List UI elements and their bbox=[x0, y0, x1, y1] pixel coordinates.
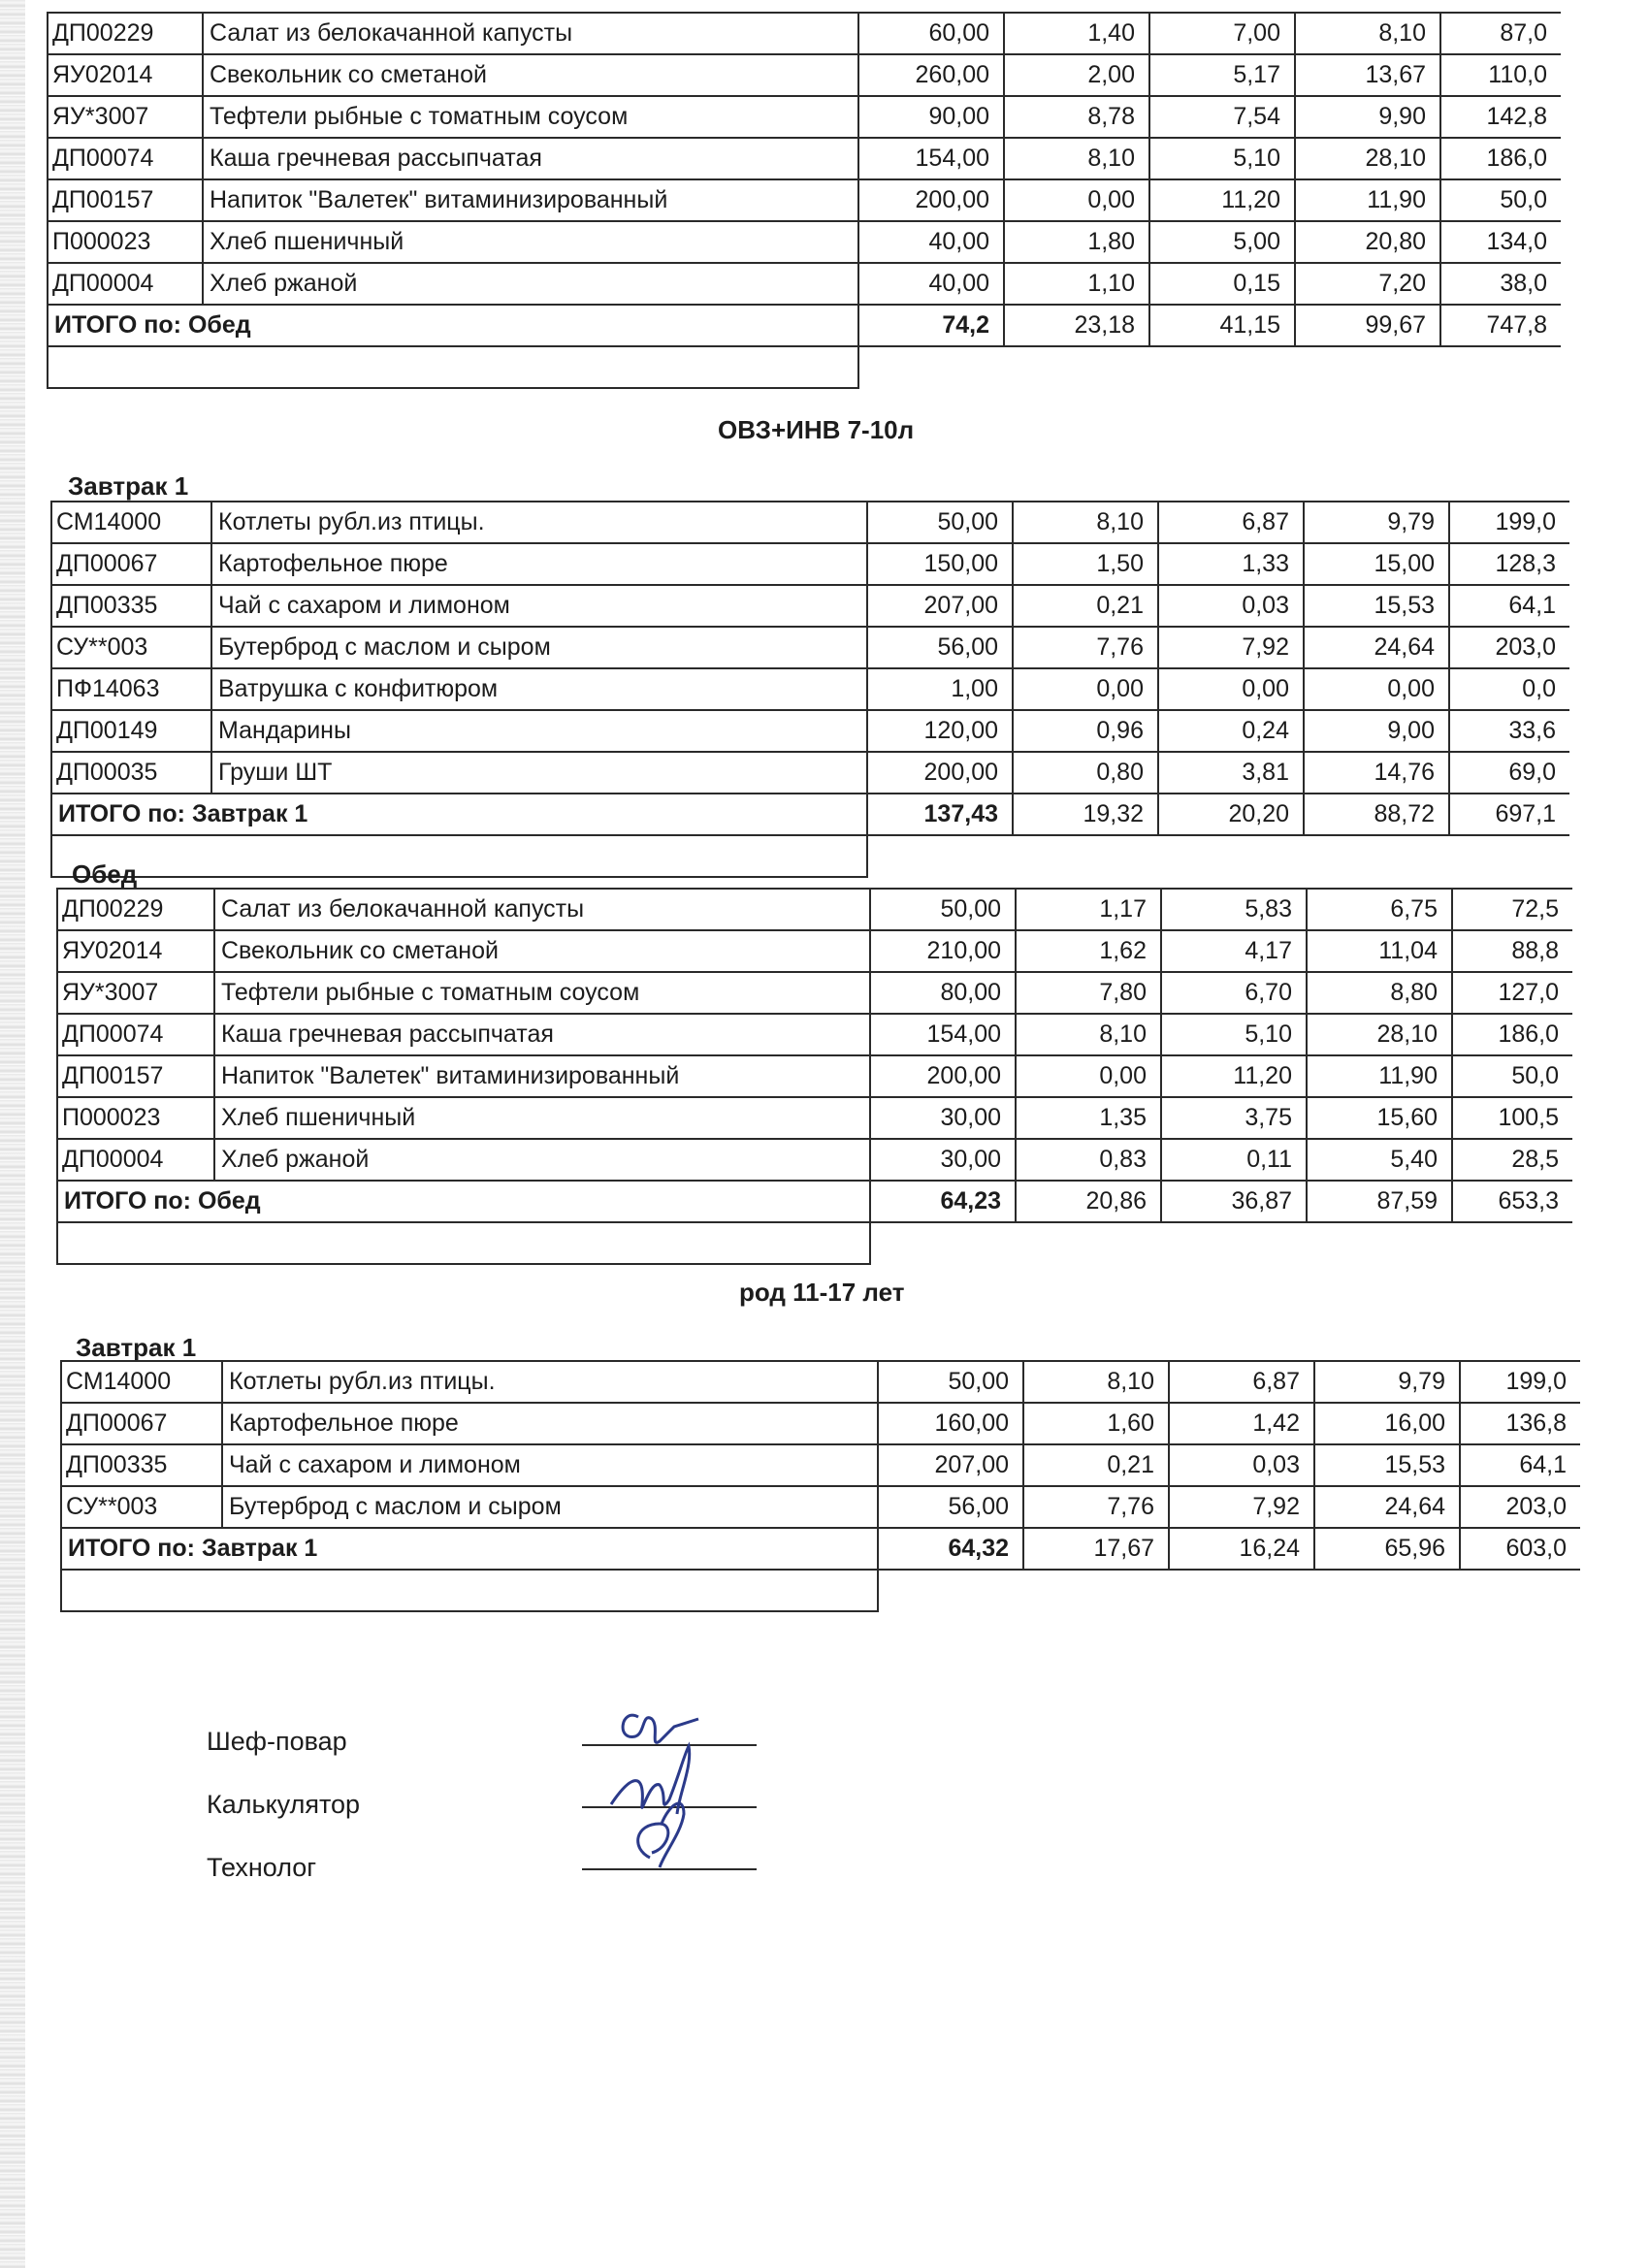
proteins: 8,78 bbox=[1004, 96, 1149, 138]
portion-weight: 200,00 bbox=[870, 1055, 1016, 1097]
table-row bbox=[51, 752, 1569, 794]
proteins: 0,96 bbox=[1013, 710, 1158, 752]
proteins: 0,80 bbox=[1013, 752, 1158, 794]
rod-breakfast-block bbox=[60, 1360, 1580, 1612]
fats: 5,10 bbox=[1161, 1014, 1307, 1055]
total-fats: 16,24 bbox=[1169, 1528, 1314, 1570]
table-row bbox=[51, 502, 1569, 543]
blank-row bbox=[48, 346, 1561, 388]
carbohydrates: 15,00 bbox=[1304, 543, 1449, 585]
table-row bbox=[51, 668, 1569, 710]
fats: 11,20 bbox=[1161, 1055, 1307, 1097]
fats: 0,24 bbox=[1158, 710, 1304, 752]
portion-weight: 207,00 bbox=[867, 585, 1013, 627]
total-fats: 36,87 bbox=[1161, 1181, 1307, 1222]
table-row bbox=[48, 138, 1561, 179]
energy-value: 186,0 bbox=[1440, 138, 1561, 179]
fats: 1,42 bbox=[1169, 1403, 1314, 1444]
blank-cell bbox=[858, 346, 1561, 388]
portion-weight: 150,00 bbox=[867, 543, 1013, 585]
dish-name: Каша гречневая рассыпчатая bbox=[214, 1014, 870, 1055]
total-energy: 697,1 bbox=[1449, 794, 1569, 835]
fats: 7,92 bbox=[1158, 627, 1304, 668]
item-code: ДП00067 bbox=[51, 543, 211, 585]
total-carbohydrates: 88,72 bbox=[1304, 794, 1449, 835]
total-weight: 64,23 bbox=[870, 1181, 1016, 1222]
proteins: 2,00 bbox=[1004, 54, 1149, 96]
dish-name: Хлеб ржаной bbox=[214, 1139, 870, 1181]
item-code: СУ**003 bbox=[61, 1486, 222, 1528]
table-row bbox=[48, 221, 1561, 263]
proteins: 8,10 bbox=[1004, 138, 1149, 179]
group-rod-title: род 11-17 лет bbox=[739, 1278, 905, 1307]
table-row bbox=[48, 13, 1561, 54]
portion-weight: 260,00 bbox=[858, 54, 1004, 96]
table-row bbox=[57, 1055, 1572, 1097]
ovz-breakfast-title: Завтрак 1 bbox=[68, 471, 189, 501]
dish-name: Свекольник со сметаной bbox=[214, 930, 870, 972]
item-code: СУ**003 bbox=[51, 627, 211, 668]
proteins: 1,62 bbox=[1016, 930, 1161, 972]
chef-label: Шеф-повар bbox=[207, 1727, 347, 1756]
total-fats: 41,15 bbox=[1149, 305, 1295, 346]
fats: 6,87 bbox=[1169, 1361, 1314, 1403]
dish-name: Хлеб ржаной bbox=[203, 263, 858, 305]
total-proteins: 20,86 bbox=[1016, 1181, 1161, 1222]
carbohydrates: 24,64 bbox=[1304, 627, 1449, 668]
total-proteins: 23,18 bbox=[1004, 305, 1149, 346]
table-row bbox=[57, 1139, 1572, 1181]
carbohydrates: 15,60 bbox=[1307, 1097, 1452, 1139]
portion-weight: 154,00 bbox=[870, 1014, 1016, 1055]
blank-cell bbox=[870, 1222, 1572, 1264]
handwritten-signatures bbox=[592, 1688, 757, 1882]
item-code: ДП00074 bbox=[48, 138, 203, 179]
blank-cell bbox=[867, 835, 1569, 877]
total-row bbox=[61, 1528, 1580, 1570]
proteins: 7,80 bbox=[1016, 972, 1161, 1014]
proteins: 1,35 bbox=[1016, 1097, 1161, 1139]
blank-cell bbox=[61, 1570, 878, 1611]
item-code: ДП00067 bbox=[61, 1403, 222, 1444]
dish-name: Бутерброд с маслом и сыром bbox=[211, 627, 867, 668]
portion-weight: 1,00 bbox=[867, 668, 1013, 710]
energy-value: 199,0 bbox=[1460, 1361, 1580, 1403]
proteins: 1,60 bbox=[1023, 1403, 1169, 1444]
energy-value: 186,0 bbox=[1452, 1014, 1572, 1055]
ovz-lunch-table bbox=[56, 888, 1572, 1265]
top-lunch-block bbox=[47, 12, 1561, 389]
technologist-label: Технолог bbox=[207, 1853, 317, 1882]
energy-value: 110,0 bbox=[1440, 54, 1561, 96]
table-row bbox=[48, 54, 1561, 96]
proteins: 8,10 bbox=[1013, 502, 1158, 543]
item-code: ЯУ02014 bbox=[48, 54, 203, 96]
carbohydrates: 15,53 bbox=[1314, 1444, 1460, 1486]
top-lunch-table bbox=[47, 12, 1561, 389]
carbohydrates: 28,10 bbox=[1307, 1014, 1452, 1055]
table-row bbox=[48, 96, 1561, 138]
total-label: ИТОГО по: Завтрак 1 bbox=[51, 794, 867, 835]
energy-value: 87,0 bbox=[1440, 13, 1561, 54]
rod-breakfast-title: Завтрак 1 bbox=[76, 1333, 197, 1362]
carbohydrates: 9,79 bbox=[1314, 1361, 1460, 1403]
carbohydrates: 11,90 bbox=[1307, 1055, 1452, 1097]
ovz-breakfast-table bbox=[50, 501, 1569, 878]
item-code: ДП00335 bbox=[51, 585, 211, 627]
table-row bbox=[61, 1444, 1580, 1486]
ovz-lunch-title: Обед bbox=[72, 859, 138, 889]
group-ovz-title: ОВЗ+ИНВ 7-10л bbox=[718, 415, 915, 444]
carbohydrates: 15,53 bbox=[1304, 585, 1449, 627]
blank-row bbox=[51, 835, 1569, 877]
table-row bbox=[51, 585, 1569, 627]
portion-weight: 90,00 bbox=[858, 96, 1004, 138]
total-row bbox=[57, 1181, 1572, 1222]
item-code: ЯУ*3007 bbox=[48, 96, 203, 138]
carbohydrates: 24,64 bbox=[1314, 1486, 1460, 1528]
energy-value: 28,5 bbox=[1452, 1139, 1572, 1181]
total-row bbox=[51, 794, 1569, 835]
proteins: 0,21 bbox=[1013, 585, 1158, 627]
energy-value: 203,0 bbox=[1460, 1486, 1580, 1528]
fats: 11,20 bbox=[1149, 179, 1295, 221]
dish-name: Бутерброд с маслом и сыром bbox=[222, 1486, 878, 1528]
dish-name: Напиток "Валетек" витаминизированный bbox=[203, 179, 858, 221]
energy-value: 69,0 bbox=[1449, 752, 1569, 794]
fats: 5,17 bbox=[1149, 54, 1295, 96]
total-weight: 137,43 bbox=[867, 794, 1013, 835]
item-code: ДП00149 bbox=[51, 710, 211, 752]
energy-value: 142,8 bbox=[1440, 96, 1561, 138]
dish-name: Тефтели рыбные с томатным соусом bbox=[214, 972, 870, 1014]
dish-name: Хлеб пшеничный bbox=[214, 1097, 870, 1139]
item-code: ДП00335 bbox=[61, 1444, 222, 1486]
proteins: 0,21 bbox=[1023, 1444, 1169, 1486]
fats: 0,11 bbox=[1161, 1139, 1307, 1181]
dish-name: Салат из белокачанной капусты bbox=[203, 13, 858, 54]
table-row bbox=[57, 1097, 1572, 1139]
table-row bbox=[57, 889, 1572, 930]
portion-weight: 120,00 bbox=[867, 710, 1013, 752]
proteins: 1,50 bbox=[1013, 543, 1158, 585]
portion-weight: 56,00 bbox=[878, 1486, 1023, 1528]
proteins: 0,00 bbox=[1016, 1055, 1161, 1097]
energy-value: 88,8 bbox=[1452, 930, 1572, 972]
scan-edge-artifact bbox=[0, 0, 25, 2268]
carbohydrates: 8,10 bbox=[1295, 13, 1440, 54]
table-row bbox=[57, 1014, 1572, 1055]
fats: 7,00 bbox=[1149, 13, 1295, 54]
item-code: ПФ14063 bbox=[51, 668, 211, 710]
item-code: ДП00004 bbox=[48, 263, 203, 305]
carbohydrates: 9,90 bbox=[1295, 96, 1440, 138]
portion-weight: 80,00 bbox=[870, 972, 1016, 1014]
carbohydrates: 20,80 bbox=[1295, 221, 1440, 263]
proteins: 8,10 bbox=[1016, 1014, 1161, 1055]
fats: 3,81 bbox=[1158, 752, 1304, 794]
total-fats: 20,20 bbox=[1158, 794, 1304, 835]
carbohydrates: 13,67 bbox=[1295, 54, 1440, 96]
energy-value: 33,6 bbox=[1449, 710, 1569, 752]
dish-name: Мандарины bbox=[211, 710, 867, 752]
carbohydrates: 6,75 bbox=[1307, 889, 1452, 930]
carbohydrates: 11,90 bbox=[1295, 179, 1440, 221]
portion-weight: 50,00 bbox=[870, 889, 1016, 930]
blank-cell bbox=[57, 1222, 870, 1264]
portion-weight: 50,00 bbox=[867, 502, 1013, 543]
dish-name: Напиток "Валетек" витаминизированный bbox=[214, 1055, 870, 1097]
total-label: ИТОГО по: Обед bbox=[48, 305, 858, 346]
dish-name: Котлеты рубл.из птицы. bbox=[222, 1361, 878, 1403]
carbohydrates: 8,80 bbox=[1307, 972, 1452, 1014]
energy-value: 64,1 bbox=[1460, 1444, 1580, 1486]
energy-value: 38,0 bbox=[1440, 263, 1561, 305]
dish-name: Картофельное пюре bbox=[211, 543, 867, 585]
fats: 0,00 bbox=[1158, 668, 1304, 710]
rod-breakfast-table bbox=[60, 1360, 1580, 1612]
total-carbohydrates: 65,96 bbox=[1314, 1528, 1460, 1570]
portion-weight: 50,00 bbox=[878, 1361, 1023, 1403]
table-row bbox=[51, 627, 1569, 668]
total-carbohydrates: 99,67 bbox=[1295, 305, 1440, 346]
dish-name: Чай с сахаром и лимоном bbox=[222, 1444, 878, 1486]
table-row bbox=[51, 543, 1569, 585]
energy-value: 128,3 bbox=[1449, 543, 1569, 585]
item-code: ДП00157 bbox=[48, 179, 203, 221]
item-code: СМ14000 bbox=[51, 502, 211, 543]
dish-name: Каша гречневая рассыпчатая bbox=[203, 138, 858, 179]
portion-weight: 40,00 bbox=[858, 263, 1004, 305]
carbohydrates: 0,00 bbox=[1304, 668, 1449, 710]
fats: 0,03 bbox=[1169, 1444, 1314, 1486]
proteins: 1,40 bbox=[1004, 13, 1149, 54]
table-row bbox=[61, 1361, 1580, 1403]
proteins: 0,83 bbox=[1016, 1139, 1161, 1181]
dish-name: Чай с сахаром и лимоном bbox=[211, 585, 867, 627]
fats: 5,00 bbox=[1149, 221, 1295, 263]
dish-name: Ватрушка с конфитюром bbox=[211, 668, 867, 710]
proteins: 0,00 bbox=[1013, 668, 1158, 710]
carbohydrates: 14,76 bbox=[1304, 752, 1449, 794]
table-row bbox=[57, 930, 1572, 972]
proteins: 7,76 bbox=[1023, 1486, 1169, 1528]
portion-weight: 154,00 bbox=[858, 138, 1004, 179]
portion-weight: 210,00 bbox=[870, 930, 1016, 972]
total-energy: 603,0 bbox=[1460, 1528, 1580, 1570]
item-code: СМ14000 bbox=[61, 1361, 222, 1403]
item-code: ДП00074 bbox=[57, 1014, 214, 1055]
portion-weight: 40,00 bbox=[858, 221, 1004, 263]
item-code: ЯУ02014 bbox=[57, 930, 214, 972]
fats: 6,70 bbox=[1161, 972, 1307, 1014]
item-code: ЯУ*3007 bbox=[57, 972, 214, 1014]
carbohydrates: 16,00 bbox=[1314, 1403, 1460, 1444]
table-row bbox=[57, 972, 1572, 1014]
portion-weight: 60,00 bbox=[858, 13, 1004, 54]
fats: 0,15 bbox=[1149, 263, 1295, 305]
portion-weight: 200,00 bbox=[867, 752, 1013, 794]
portion-weight: 200,00 bbox=[858, 179, 1004, 221]
blank-row bbox=[61, 1570, 1580, 1611]
energy-value: 0,0 bbox=[1449, 668, 1569, 710]
energy-value: 72,5 bbox=[1452, 889, 1572, 930]
fats: 7,92 bbox=[1169, 1486, 1314, 1528]
fats: 5,83 bbox=[1161, 889, 1307, 930]
portion-weight: 30,00 bbox=[870, 1097, 1016, 1139]
item-code: П000023 bbox=[57, 1097, 214, 1139]
dish-name: Груши ШТ bbox=[211, 752, 867, 794]
total-energy: 653,3 bbox=[1452, 1181, 1572, 1222]
proteins: 7,76 bbox=[1013, 627, 1158, 668]
ovz-lunch-block bbox=[56, 888, 1572, 1265]
energy-value: 199,0 bbox=[1449, 502, 1569, 543]
total-label: ИТОГО по: Обед bbox=[57, 1181, 870, 1222]
fats: 3,75 bbox=[1161, 1097, 1307, 1139]
portion-weight: 160,00 bbox=[878, 1403, 1023, 1444]
energy-value: 50,0 bbox=[1452, 1055, 1572, 1097]
blank-row bbox=[57, 1222, 1572, 1264]
item-code: П000023 bbox=[48, 221, 203, 263]
fats: 4,17 bbox=[1161, 930, 1307, 972]
carbohydrates: 11,04 bbox=[1307, 930, 1452, 972]
dish-name: Салат из белокачанной капусты bbox=[214, 889, 870, 930]
ovz-breakfast-block bbox=[50, 501, 1569, 878]
fats: 0,03 bbox=[1158, 585, 1304, 627]
blank-cell bbox=[878, 1570, 1580, 1611]
energy-value: 203,0 bbox=[1449, 627, 1569, 668]
total-weight: 74,2 bbox=[858, 305, 1004, 346]
table-row bbox=[61, 1403, 1580, 1444]
item-code: ДП00004 bbox=[57, 1139, 214, 1181]
table-row bbox=[48, 263, 1561, 305]
proteins: 0,00 bbox=[1004, 179, 1149, 221]
dish-name: Свекольник со сметаной bbox=[203, 54, 858, 96]
fats: 1,33 bbox=[1158, 543, 1304, 585]
carbohydrates: 9,79 bbox=[1304, 502, 1449, 543]
carbohydrates: 7,20 bbox=[1295, 263, 1440, 305]
carbohydrates: 5,40 bbox=[1307, 1139, 1452, 1181]
table-row bbox=[51, 710, 1569, 752]
carbohydrates: 9,00 bbox=[1304, 710, 1449, 752]
total-energy: 747,8 bbox=[1440, 305, 1561, 346]
item-code: ДП00157 bbox=[57, 1055, 214, 1097]
dish-name: Тефтели рыбные с томатным соусом bbox=[203, 96, 858, 138]
dish-name: Котлеты рубл.из птицы. bbox=[211, 502, 867, 543]
proteins: 8,10 bbox=[1023, 1361, 1169, 1403]
total-proteins: 19,32 bbox=[1013, 794, 1158, 835]
total-label: ИТОГО по: Завтрак 1 bbox=[61, 1528, 878, 1570]
energy-value: 136,8 bbox=[1460, 1403, 1580, 1444]
portion-weight: 56,00 bbox=[867, 627, 1013, 668]
proteins: 1,80 bbox=[1004, 221, 1149, 263]
energy-value: 64,1 bbox=[1449, 585, 1569, 627]
proteins: 1,17 bbox=[1016, 889, 1161, 930]
table-row bbox=[48, 179, 1561, 221]
carbohydrates: 28,10 bbox=[1295, 138, 1440, 179]
total-carbohydrates: 87,59 bbox=[1307, 1181, 1452, 1222]
fats: 5,10 bbox=[1149, 138, 1295, 179]
total-weight: 64,32 bbox=[878, 1528, 1023, 1570]
proteins: 1,10 bbox=[1004, 263, 1149, 305]
portion-weight: 30,00 bbox=[870, 1139, 1016, 1181]
dish-name: Хлеб пшеничный bbox=[203, 221, 858, 263]
calculator-label: Калькулятор bbox=[207, 1790, 361, 1819]
fats: 7,54 bbox=[1149, 96, 1295, 138]
dish-name: Картофельное пюре bbox=[222, 1403, 878, 1444]
blank-cell bbox=[51, 835, 867, 877]
table-row bbox=[61, 1486, 1580, 1528]
blank-cell bbox=[48, 346, 858, 388]
total-proteins: 17,67 bbox=[1023, 1528, 1169, 1570]
energy-value: 127,0 bbox=[1452, 972, 1572, 1014]
item-code: ДП00229 bbox=[48, 13, 203, 54]
fats: 6,87 bbox=[1158, 502, 1304, 543]
energy-value: 50,0 bbox=[1440, 179, 1561, 221]
portion-weight: 207,00 bbox=[878, 1444, 1023, 1486]
total-row bbox=[48, 305, 1561, 346]
energy-value: 134,0 bbox=[1440, 221, 1561, 263]
energy-value: 100,5 bbox=[1452, 1097, 1572, 1139]
item-code: ДП00035 bbox=[51, 752, 211, 794]
item-code: ДП00229 bbox=[57, 889, 214, 930]
